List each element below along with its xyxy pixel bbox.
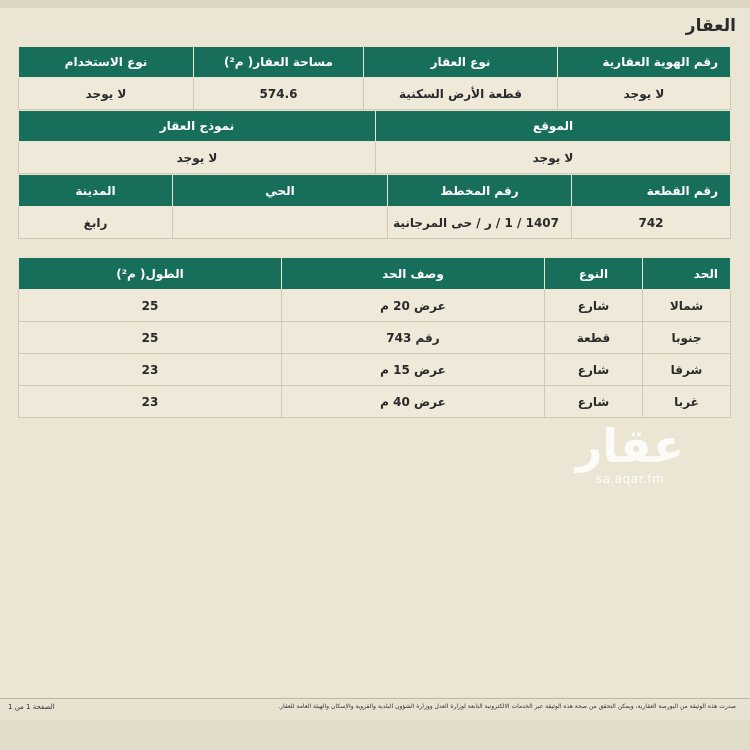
header-bound-type: النوع — [545, 258, 643, 290]
footer-note: صدرت هذه الوثيقة من البورصة العقارية، ويمكن التحقق من صحة هذه الوثيقة عبر الخدمات الالكترونية التابعة لوزارة العدل ووزارة الشؤون البلدية والقروية والإسكان والهيئة العامة للعقار. — [278, 703, 736, 710]
bound-length: 23 — [19, 354, 282, 386]
value-location: لا يوجد — [376, 142, 731, 174]
property-info-table — [18, 46, 731, 110]
bound-description: عرض 40 م — [282, 386, 545, 418]
section-title: العقار — [685, 16, 736, 36]
value-property-id: لا يوجد — [558, 78, 731, 110]
bottom-bar — [0, 720, 750, 750]
page-number: الصفحة 1 من 1 — [8, 703, 55, 711]
value-plot-number: 742 — [572, 207, 731, 239]
table-row — [19, 386, 731, 418]
header-property-model: نموذج العقار — [19, 111, 376, 142]
table-row — [19, 290, 731, 322]
header-property-id: رقم الهوية العقارية — [558, 47, 731, 78]
bound-type: شارع — [545, 386, 643, 418]
value-district — [173, 207, 388, 239]
header-bound: الحد — [643, 258, 731, 290]
header-usage-type: نوع الاستخدام — [19, 47, 194, 78]
bound-direction: غربا — [643, 386, 731, 418]
header-location: الموقع — [376, 111, 731, 142]
location-table — [18, 110, 731, 174]
value-plan-number: 1407 / 1 / ر / حى المرجانية — [388, 207, 572, 239]
header-plan-number: رقم المخطط — [388, 175, 572, 207]
bound-direction: جنوبا — [643, 322, 731, 354]
header-plot-number: رقم القطعة — [572, 175, 731, 207]
header-property-type: نوع العقار — [364, 47, 558, 78]
bound-length: 23 — [19, 386, 282, 418]
watermark-text: عقار — [575, 419, 685, 473]
bound-direction: شرقا — [643, 354, 731, 386]
header-property-area: مساحة العقار( م²) — [194, 47, 364, 78]
value-property-type: قطعة الأرض السكنية — [364, 78, 558, 110]
bound-type: شارع — [545, 354, 643, 386]
value-usage-type: لا يوجد — [19, 78, 194, 110]
bound-description: عرض 20 م — [282, 290, 545, 322]
table-row — [19, 322, 731, 354]
bound-type: قطعة — [545, 322, 643, 354]
bound-description: رقم 743 — [282, 322, 545, 354]
value-city: رابغ — [19, 207, 173, 239]
aqar-watermark — [570, 420, 690, 495]
header-bound-description: وصف الحد — [282, 258, 545, 290]
header-city: المدينة — [19, 175, 173, 207]
bound-description: عرض 15 م — [282, 354, 545, 386]
bound-type: شارع — [545, 290, 643, 322]
value-property-area: 574.6 — [194, 78, 364, 110]
value-property-model: لا يوجد — [19, 142, 376, 174]
header-bound-length: الطول( م²) — [19, 258, 282, 290]
header-district: الحي — [173, 175, 388, 207]
plot-table — [18, 174, 731, 239]
top-bar — [0, 0, 750, 8]
bounds-table — [18, 257, 731, 418]
watermark-url: sa.aqar.fm — [595, 472, 665, 486]
document-footer — [0, 698, 750, 721]
bound-direction: شمالا — [643, 290, 731, 322]
bound-length: 25 — [19, 322, 282, 354]
bound-length: 25 — [19, 290, 282, 322]
table-row — [19, 354, 731, 386]
